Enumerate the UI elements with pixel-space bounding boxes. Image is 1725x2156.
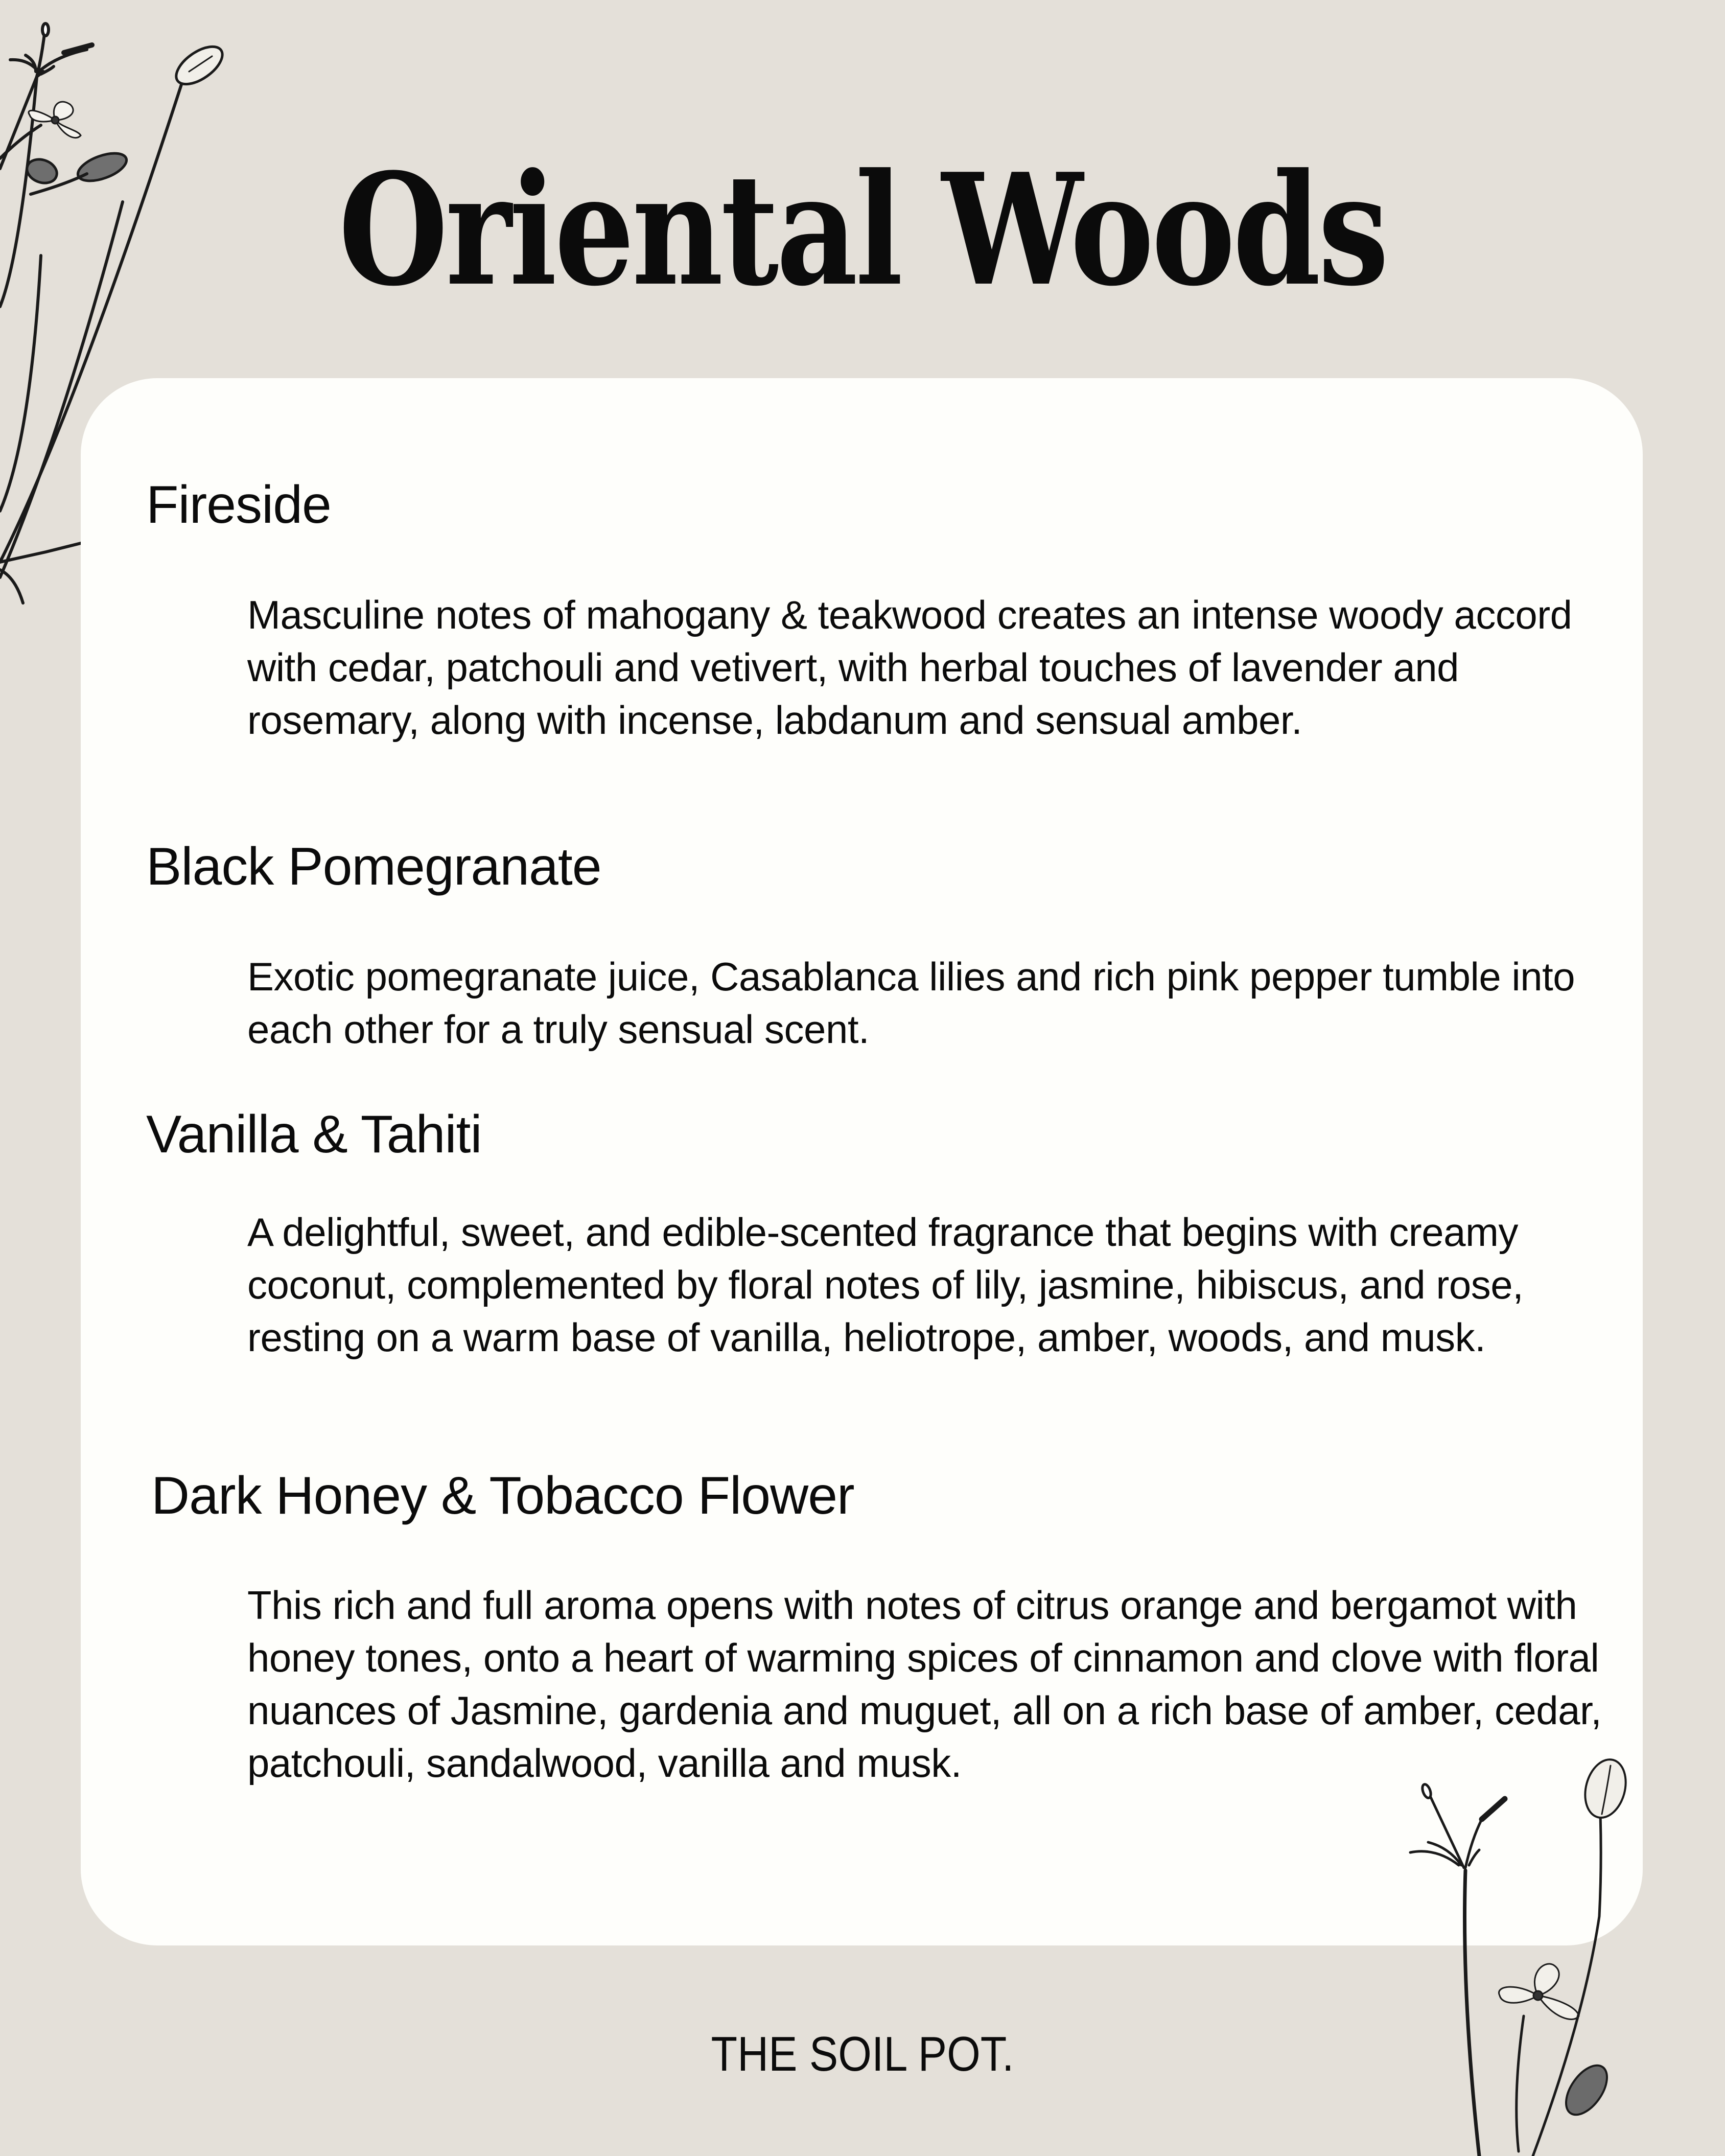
scent-description-fireside: Masculine notes of mahogany & teakwood creates an intense woody accord with cedar, patchouli and vetivert, with herbal touches of lavender and rosemary, along with incense, labdanum and sensual amber.	[247, 592, 1572, 743]
page-title: Oriental Woods	[338, 140, 1387, 320]
scent-description-vanilla-tahiti: A delightful, sweet, and edible-scented fragrance that begins with creamy coconut, complemented by floral notes of lily, jasmine, hibiscus, and rose, resting on a warm base of vanilla, heliotrope, amber, woods, and musk.	[247, 1210, 1524, 1360]
scent-name-dark-honey-tobacco-flower: Dark Honey & Tobacco Flower	[151, 1466, 854, 1525]
scent-name-fireside: Fireside	[146, 475, 331, 535]
scent-name-black-pomegranate: Black Pomegranate	[146, 837, 601, 896]
botanical-illustration-bottom-right-icon	[1380, 1737, 1725, 2156]
scent-description-dark-honey-tobacco-flower: This rich and full aroma opens with notes of citrus orange and bergamot with honey tones, onto a heart of warming spices of cinnamon and clove with floral nuances of Jasmine, gardenia and muguet, all on a rich base of amber, cedar, patchouli, sandalwood, vanilla and musk.	[247, 1583, 1602, 1786]
scent-description-black-pomegranate: Exotic pomegranate juice, Casablanca lilies and rich pink pepper tumble into each other for a truly sensual scent.	[247, 954, 1575, 1052]
scent-name-vanilla-tahiti: Vanilla & Tahiti	[146, 1105, 482, 1164]
brand-footer: THE SOIL POT.	[711, 2027, 1014, 2081]
